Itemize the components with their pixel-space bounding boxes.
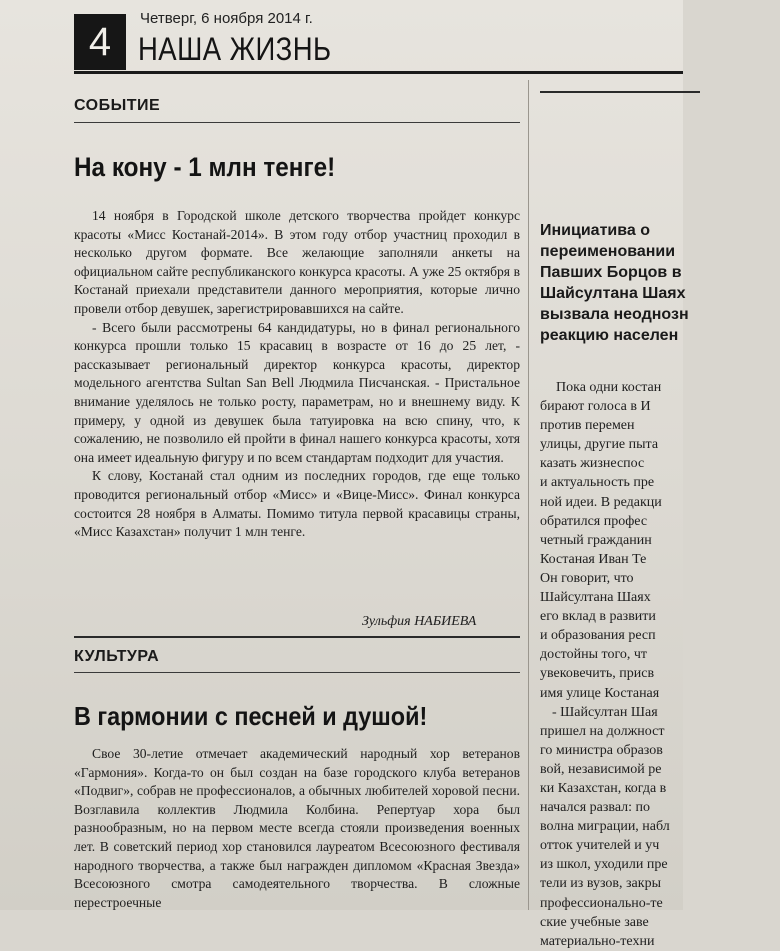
section-rule	[74, 122, 520, 123]
right-column	[536, 0, 689, 949]
body-line: против перемен	[540, 418, 635, 434]
page-number: 4	[74, 14, 126, 70]
section-label-culture: КУЛЬТУРА	[74, 648, 160, 665]
body-line: достойны того, чт	[540, 647, 647, 663]
issue-date: Четверг, 6 ноября 2014 г.	[140, 10, 313, 27]
lead-line: вызвала неоднозн	[540, 306, 689, 323]
body-line: четный гражданин	[540, 532, 652, 548]
body-line: его вклад в развити	[540, 609, 656, 625]
body-line: отток учителей и уч	[540, 838, 660, 854]
body-line: го министра образов	[540, 742, 663, 758]
body-line: ские учебные заве	[540, 914, 649, 930]
body-line: и актуальность пре	[540, 475, 655, 491]
body-line: обратился профес	[540, 513, 648, 529]
article-lead	[540, 220, 780, 346]
lead-line: Инициатива о	[540, 222, 650, 239]
body-line: и образования респ	[540, 628, 656, 644]
article-paragraph: - Всего были рассмотрены 64 кандидатуры, но в финал регионального конкурса прошли только 15 красавиц в возрасте от 16 до 25 лет, - рассказывает региональный директор конкурса красоты, директор модельного агентства Sultan San Bell Людмила Писчанская. - Пристальное внимание уделялось не только росту, параметрам, но и внешнему виду. К примеру, у одной из девушек была татуировка на всю спину, что, к сожалению, не позволило ей пройти в финал нашего конкурса красоты, хотя она имеет идеальную фигуру и по всем стандартам подходит для участия.	[74, 319, 520, 465]
right-section-rule	[540, 91, 700, 93]
article-headline: В гармонии с песней и душой!	[74, 701, 428, 731]
section-label-event: СОБЫТИЕ	[74, 97, 161, 114]
body-line: казать жизнеспос	[540, 456, 645, 472]
lead-line: Шайсултана Шаях	[540, 285, 686, 302]
body-line: профессионально-те	[540, 895, 663, 911]
article-divider	[74, 636, 520, 638]
body-line: тели из вузов, закры	[540, 876, 661, 892]
body-line: улицы, другие пыта	[540, 437, 659, 453]
body-line: начался развал: по	[540, 800, 651, 816]
body-line: Пока одни костан	[556, 380, 662, 395]
lead-line: реакцию населен	[540, 327, 679, 344]
body-line: волна миграции, набл	[540, 819, 670, 835]
newspaper-section-title: НАША ЖИЗНЬ	[138, 31, 332, 67]
article-body	[540, 378, 780, 951]
body-line: Он говорит, что	[540, 570, 634, 586]
section-rule	[74, 672, 520, 673]
body-line: из школ, уходили пре	[540, 857, 668, 873]
lead-line: Павших Борцов в	[540, 264, 682, 281]
article-paragraph: К слову, Костанай стал одним из последних городов, где еще только проводится региональный отбор «Мисс» и «Вице-Мисс». Финал конкурса состоится 28 ноября в Алматы. Помимо титула первой красавицы страны, «Мисс Казахстан» получит 1 млн тенге.	[74, 468, 520, 540]
body-line: Шайсултана Шаях	[540, 590, 651, 606]
body-line: пришел на должност	[540, 723, 665, 739]
author-signature: Зульфия НАБИЕВА	[362, 614, 477, 629]
body-line: материально-техни	[540, 933, 655, 949]
body-line: вой, независимой ре	[540, 761, 662, 777]
body-line: имя улице Костаная	[540, 685, 660, 701]
body-line: ки Казахстан, когда в	[540, 780, 667, 796]
article-body	[74, 745, 520, 912]
body-line: увековечить, присв	[540, 666, 655, 682]
column-separator	[528, 80, 529, 910]
body-line: Костаная Иван Те	[540, 551, 647, 567]
article-paragraph: Свое 30-летие отмечает академический народный хор ветеранов «Гармония». Когда-то он был создан на базе городского клуба ветеранов «Подвиг», собрав не профессионалов, а обычных любителей хоровой песни. Возглавила коллектив Людмила Колбина. Репертуар хора был разнообразным, но на первом месте всегда стояли произведения военных лет. В советский период хор становился лауреатом Всесоюзного фестиваля народного творчества, а также был награжден дипломом «Красная Звезда» Всесоюзного смотра самодеятельного творчества. В сложные перестроечные	[74, 746, 520, 910]
article-paragraph: 14 ноября в Городской школе детского творчества пройдет конкурс красоты «Мисс Костанай-2014». В этом году отбор участниц проходил в несколько другом формате. Все желающие заполняли анкеты на официальном сайте республиканского конкурса красоты. А уже 25 октября в Костанай приехали представители данного мероприятия, которые лично провели отбор девушек, зарегистрировавшихся на сайте.	[74, 208, 520, 316]
body-line: ной идеи. В редакци	[540, 494, 662, 510]
article-headline: На кону - 1 млн тенге!	[74, 152, 336, 182]
body-line: бирают голоса в И	[540, 399, 651, 415]
article-body	[74, 207, 520, 542]
lead-line: переименовании	[540, 243, 676, 260]
body-line: - Шайсултан Шая	[552, 704, 658, 720]
